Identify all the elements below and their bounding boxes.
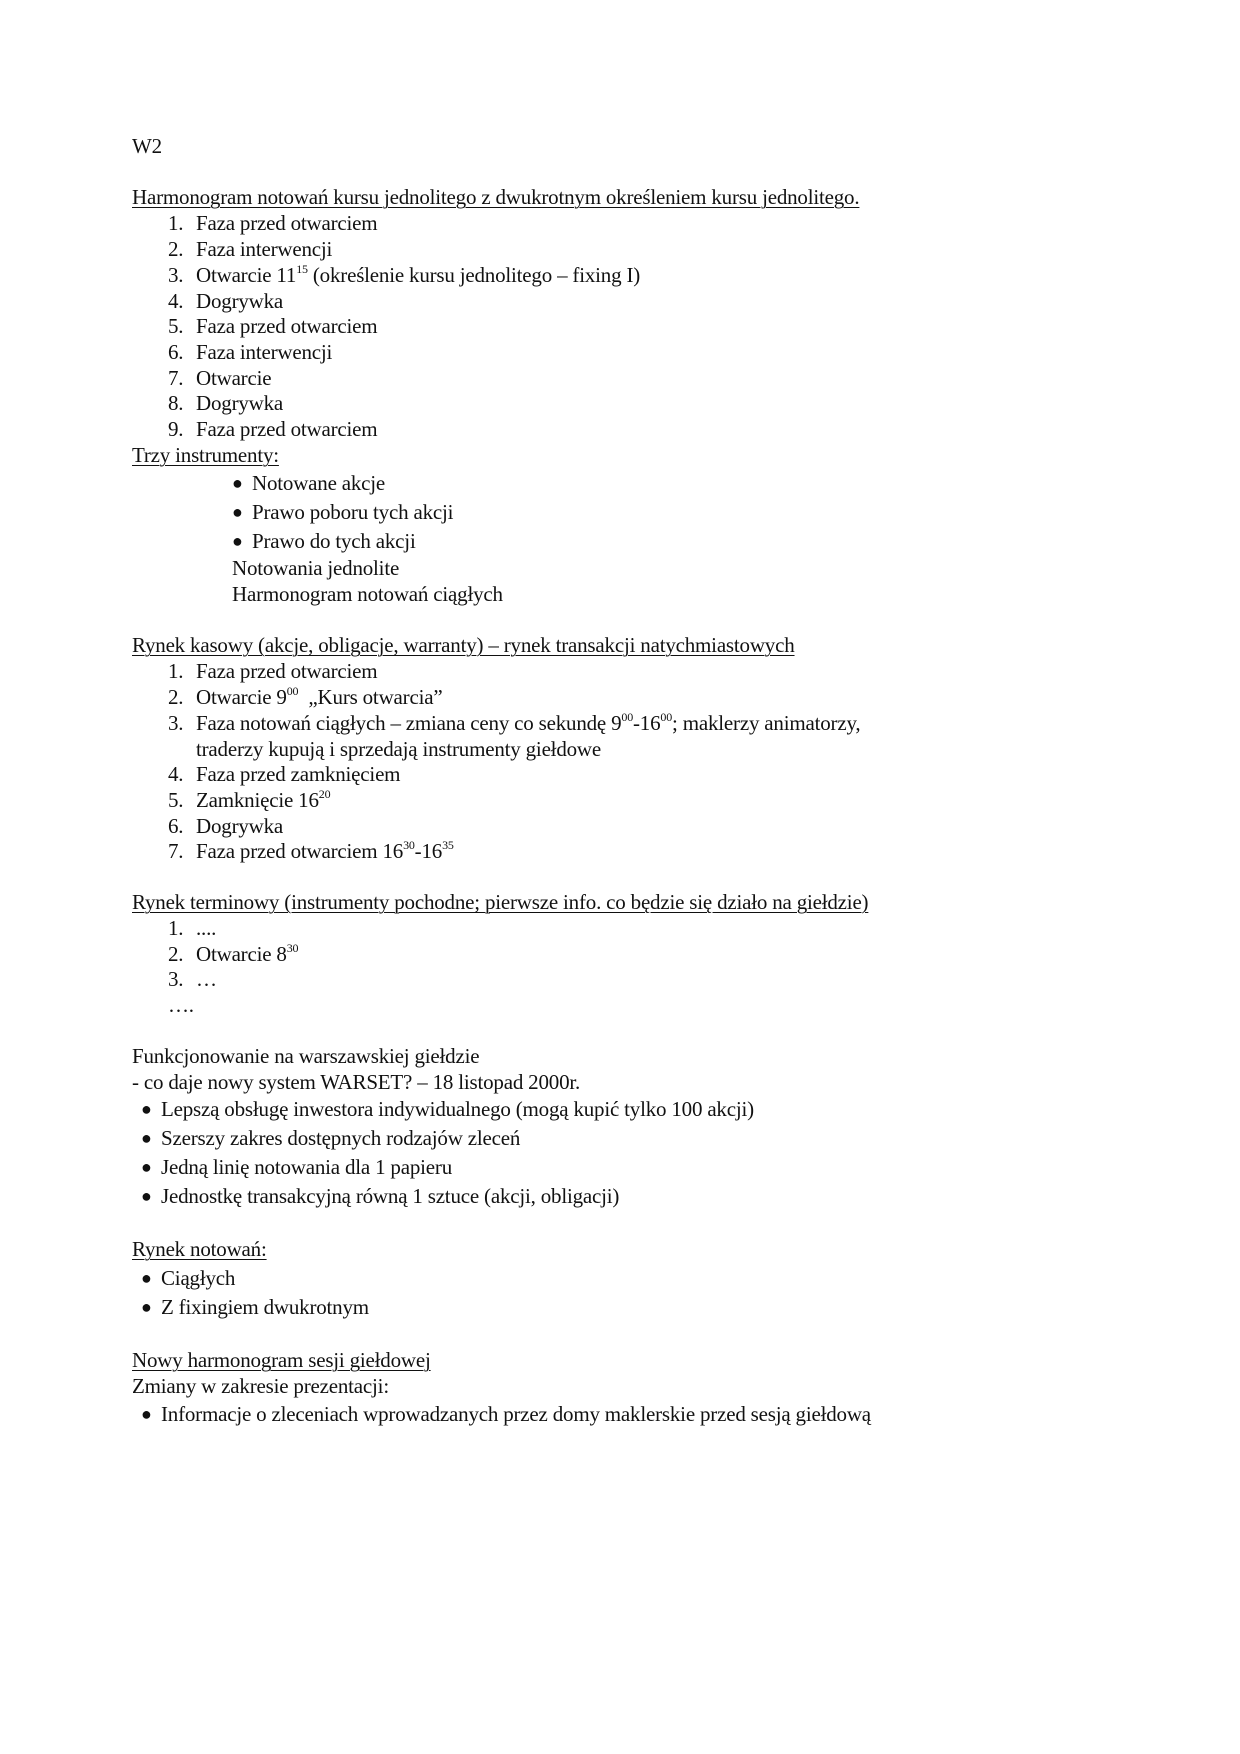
section-heading-instruments: Trzy instrumenty:	[132, 443, 279, 467]
bullet-icon: ●	[141, 1404, 152, 1424]
list-item: ● Prawo poboru tych akcji	[232, 500, 454, 524]
list-item: 7. Faza przed otwarciem $16^{30}-16^{35}$	[168, 838, 454, 863]
text-line: - co daje nowy system WARSET? – 18 listopad 2000r.	[132, 1070, 581, 1094]
text-line: Notowania jednolite	[232, 556, 400, 580]
section-heading-new-schedule: Nowy harmonogram sesji giełdowej	[132, 1348, 431, 1372]
document-title: W2	[132, 134, 162, 158]
list-item: ● Jedną linię notowania dla 1 papieru	[141, 1155, 452, 1179]
list-item: 5. Zamknięcie $16^{20}$	[168, 787, 331, 812]
list-item: 2. Faza interwencji	[168, 237, 333, 261]
list-item-continuation: traderzy kupują i sprzedają instrumenty giełdowe	[196, 737, 602, 761]
bullet-icon: ●	[141, 1157, 152, 1177]
list-item: 3. …	[168, 967, 217, 991]
bullet-icon: ●	[232, 502, 243, 522]
bullet-icon: ●	[141, 1297, 152, 1317]
section-heading-cash-market: Rynek kasowy (akcje, obligacje, warranty) – rynek transakcji natychmiastowych	[132, 633, 795, 657]
list-item: ● Ciągłych	[141, 1266, 236, 1290]
section-heading-quotation-market: Rynek notowań:	[132, 1237, 267, 1261]
list-item: 5. Faza przed otwarciem	[168, 314, 378, 338]
bullet-icon: ●	[232, 531, 243, 551]
section-heading-futures-market: Rynek terminowy (instrumenty pochodne; pierwsze info. co będzie się działo na giełdzie)	[132, 890, 869, 914]
list-item: ● Notowane akcje	[232, 471, 386, 495]
list-item: 2. Otwarcie $8^{30}$	[168, 941, 299, 966]
list-item: 1. Faza przed otwarciem	[168, 659, 378, 683]
list-item: 6. Dogrywka	[168, 814, 284, 838]
list-item: 6. Faza interwencji	[168, 340, 333, 364]
bullet-icon: ●	[141, 1128, 152, 1148]
text-line: Harmonogram notowań ciągłych	[232, 582, 503, 606]
list-item: ● Z fixingiem dwukrotnym	[141, 1295, 369, 1319]
list-item: 2. Otwarcie $9^{00}$ „Kurs otwarcia”	[168, 684, 443, 709]
list-item: ● Prawo do tych akcji	[232, 529, 416, 553]
list-item: 7. Otwarcie	[168, 366, 272, 390]
list-item: 9. Faza przed otwarciem	[168, 417, 378, 441]
text-line: Zmiany w zakresie prezentacji:	[132, 1374, 389, 1398]
list-item: 1. Faza przed otwarciem	[168, 211, 378, 235]
list-item: 4. Dogrywka	[168, 289, 284, 313]
bullet-icon: ●	[141, 1268, 152, 1288]
bullet-icon: ●	[232, 473, 243, 493]
list-item: 3. Faza notowań ciągłych – zmiana ceny co sekundę $9^{00}-16^{00}$; maklerzy animatorzy,	[168, 710, 861, 735]
list-item: ● Jednostkę transakcyjną równą 1 sztuce (akcji, obligacji)	[141, 1184, 620, 1208]
list-item: ● Informacje o zleceniach wprowadzanych przez domy maklerskie przed sesją giełdową	[141, 1402, 871, 1426]
list-item: 3. Otwarcie $11^{15}$ (określenie kursu jednolitego – fixing I)	[168, 262, 641, 287]
list-item: ● Lepszą obsługę inwestora indywidualnego (mogą kupić tylko 100 akcji)	[141, 1097, 754, 1121]
section-heading-fixing: Harmonogram notowań kursu jednolitego z dwukrotnym określeniem kursu jednolitego.	[132, 185, 860, 209]
list-item: 8. Dogrywka	[168, 391, 284, 415]
list-item: 4. Faza przed zamknięciem	[168, 762, 401, 786]
bullet-icon: ●	[141, 1099, 152, 1119]
text-line: ….	[168, 993, 194, 1017]
list-item: 1. ....	[168, 916, 217, 940]
text-line: Funkcjonowanie na warszawskiej giełdzie	[132, 1044, 480, 1068]
bullet-icon: ●	[141, 1186, 152, 1206]
list-item: ● Szerszy zakres dostępnych rodzajów zleceń	[141, 1126, 521, 1150]
